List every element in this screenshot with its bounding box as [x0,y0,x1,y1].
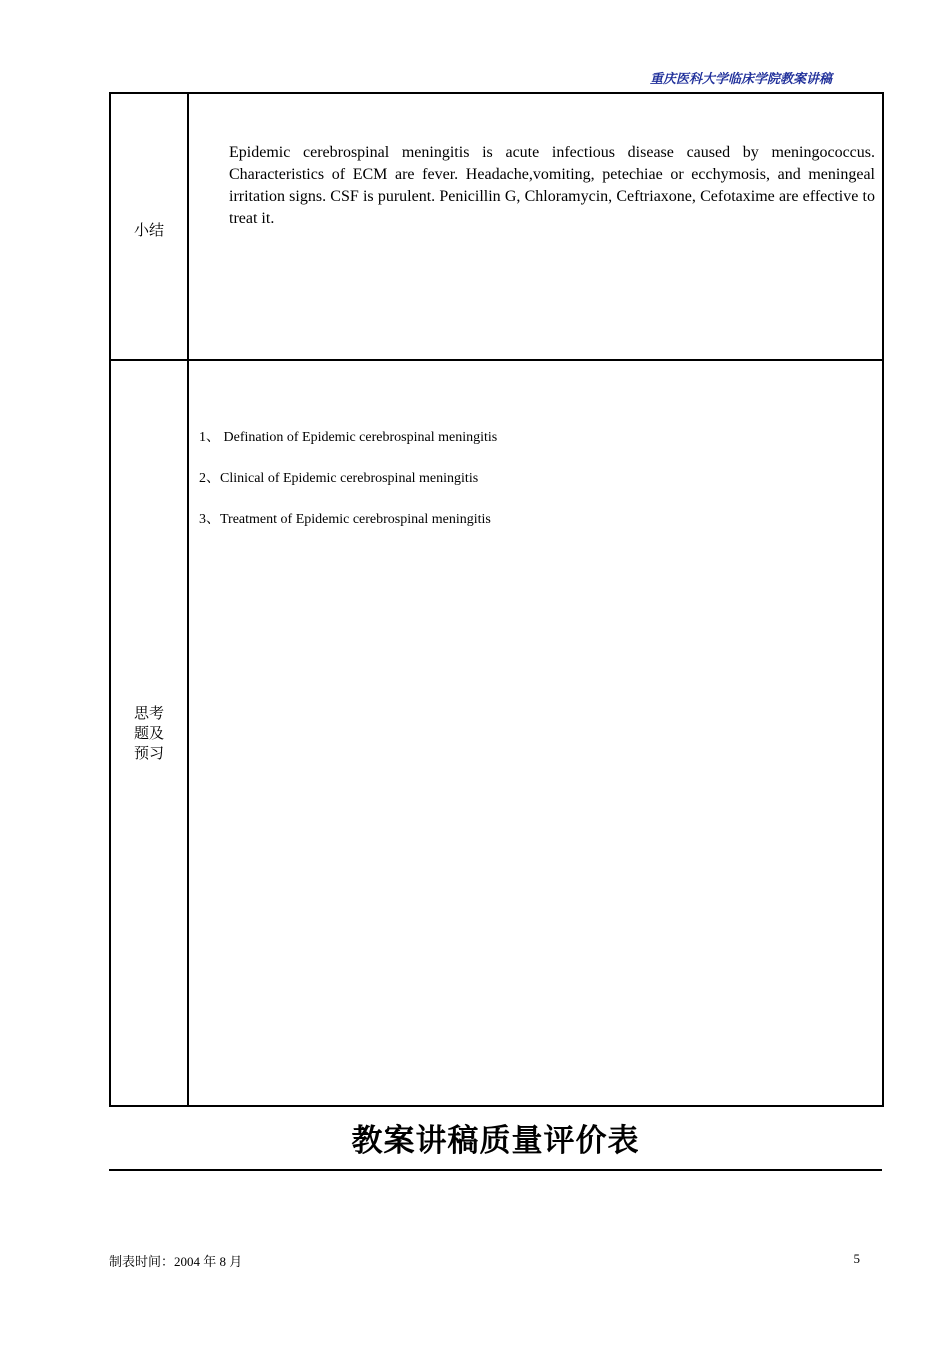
column-divider [187,94,189,1105]
questions-label-line: 题及 [133,726,164,742]
row-divider [111,359,882,361]
questions-label [111,704,187,764]
title-underline [109,1169,882,1171]
lesson-table [109,92,884,1107]
questions-label-line: 思考 [133,706,164,722]
evaluation-title: 教案讲稿质量评价表 [351,1123,640,1159]
questions-label-line: 预习 [133,746,164,762]
question-item: 1、 Defination of Epidemic cerebrospinal meningitis [199,430,498,445]
question-list [199,428,859,551]
page-number: 5 [853,1251,860,1266]
question-item: 3、Treatment of Epidemic cerebrospinal meningitis [199,512,491,527]
summary-label: 小结 [133,223,164,239]
summary-text: Epidemic cerebrospinal meningitis is acute infectious disease caused by meningococcus. Characteristics of ECM are fever. Headache,vomiting, petechiae or ecchymosis, and meningeal irritation signs. CSF is purulent. Penicillin G, Chloramycin, Ceftriaxone, Cefotaxime are effective to treat it. [229,144,875,227]
footer-date: 制表时间：2004 年 8 月 [109,1254,243,1269]
question-item: 2、Clinical of Epidemic cerebrospinal meningitis [199,471,479,486]
page-header-title: 重庆医科大学临床学院教案讲稿 [650,71,833,86]
